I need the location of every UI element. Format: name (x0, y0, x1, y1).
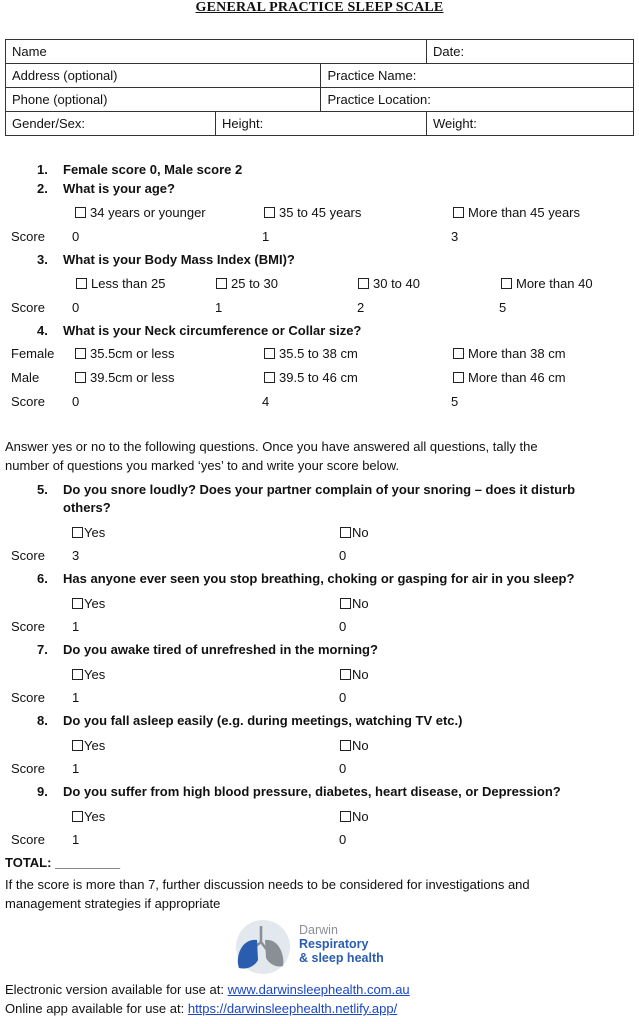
neck-female-option-1[interactable] (75, 346, 175, 361)
score-value: 1 (72, 761, 80, 776)
question-9 (37, 784, 561, 799)
height-field[interactable] (216, 112, 427, 136)
checkbox-icon (75, 207, 86, 218)
checkbox-icon (264, 207, 275, 218)
checkbox-icon (72, 669, 83, 680)
electronic-prefix: Electronic version available for use at: (5, 982, 228, 997)
question-6 (37, 571, 574, 586)
checkbox-icon (453, 348, 464, 359)
phone-label: Phone (optional) (12, 92, 108, 107)
practice-name-field[interactable] (321, 64, 634, 88)
question-text: What is your Body Mass Index (BMI)? (63, 252, 295, 267)
checkbox-icon (75, 348, 86, 359)
age-option-3[interactable] (453, 205, 580, 220)
score-value: 1 (72, 832, 80, 847)
gender-label: Gender/Sex: (12, 116, 85, 131)
total-field[interactable]: TOTAL: _________ (5, 855, 121, 870)
option-label: 35 to 45 years (279, 205, 362, 220)
footnote-line-2: management strategies if appropriate (5, 896, 221, 911)
online-app-line (5, 1001, 397, 1016)
option-label: 25 to 30 (231, 276, 278, 291)
online-prefix: Online app available for use at: (5, 1001, 188, 1016)
question-2 (37, 181, 175, 196)
logo-line-2: Respiratory (299, 937, 369, 951)
bmi-option-1[interactable] (76, 276, 165, 291)
option-label: No (352, 596, 369, 611)
neck-male-option-2[interactable] (264, 370, 358, 385)
question-7 (37, 642, 378, 657)
checkbox-icon (72, 527, 83, 538)
form-title: GENERAL PRACTICE SLEEP SCALE (195, 0, 444, 15)
score-value: 4 (262, 394, 270, 409)
score-value: 0 (339, 619, 347, 634)
checkbox-icon (340, 598, 351, 609)
checkbox-icon (340, 527, 351, 538)
checkbox-icon (340, 811, 351, 822)
score-value: 3 (451, 229, 459, 244)
neck-male-option-3[interactable] (453, 370, 566, 385)
score-value: 1 (72, 690, 80, 705)
score-value: 1 (215, 300, 223, 315)
phone-field[interactable] (6, 88, 321, 112)
option-label: Yes (84, 738, 106, 753)
q7-yes-checkbox[interactable] (72, 667, 105, 682)
patient-info-table (5, 39, 634, 136)
score-value: 0 (339, 761, 347, 776)
bmi-option-4[interactable] (501, 276, 593, 291)
score-label: Score (11, 761, 45, 776)
score-value: 0 (72, 300, 80, 315)
score-value: 1 (262, 229, 270, 244)
question-number: 2. (37, 181, 48, 196)
checkbox-icon (72, 598, 83, 609)
practice-name-label: Practice Name: (327, 68, 417, 83)
option-label: Yes (84, 667, 106, 682)
option-label: Less than 25 (91, 276, 166, 291)
checkbox-icon (76, 278, 87, 289)
question-3 (37, 252, 295, 267)
electronic-version-line (5, 982, 410, 997)
question-8 (37, 713, 462, 728)
checkbox-icon (453, 207, 464, 218)
checkbox-icon (72, 740, 83, 751)
weight-field[interactable] (427, 112, 634, 136)
question-number: 9. (37, 784, 48, 799)
q6-yes-checkbox[interactable] (72, 596, 105, 611)
question-number: 7. (37, 642, 48, 657)
option-label: 34 years or younger (90, 205, 206, 220)
bmi-option-3[interactable] (358, 276, 420, 291)
date-label: Date: (433, 44, 465, 59)
q7-no-checkbox[interactable] (340, 667, 369, 682)
score-value: 5 (499, 300, 507, 315)
name-label: Name (12, 44, 47, 59)
question-1 (37, 162, 242, 177)
option-label: 30 to 40 (373, 276, 420, 291)
option-label: Yes (84, 525, 106, 540)
question-text: What is your Neck circumference or Collar size? (63, 323, 362, 338)
checkbox-icon (340, 669, 351, 680)
instructions-line-2: number of questions you marked ‘yes’ to and write your score below. (5, 458, 400, 473)
checkbox-icon (75, 372, 86, 383)
checkbox-icon (216, 278, 227, 289)
q8-yes-checkbox[interactable] (72, 738, 105, 753)
age-option-1[interactable] (75, 205, 206, 220)
neck-female-option-3[interactable] (453, 346, 566, 361)
question-number: 4. (37, 323, 48, 338)
practice-location-label: Practice Location: (327, 92, 431, 107)
option-label: No (352, 525, 369, 540)
date-field[interactable] (427, 40, 634, 64)
checkbox-icon (501, 278, 512, 289)
question-4 (37, 323, 361, 338)
option-label: More than 46 cm (468, 370, 566, 385)
option-label: No (352, 667, 369, 682)
question-text: Do you awake tired of unrefreshed in the morning? (63, 642, 378, 657)
q5-yes-checkbox[interactable] (72, 525, 105, 540)
weight-label: Weight: (433, 116, 477, 131)
logo-line-3: & sleep health (299, 951, 384, 965)
score-label: Score (11, 619, 45, 634)
question-5-continued: others? (63, 500, 111, 515)
score-value: 0 (72, 229, 80, 244)
option-label: No (352, 809, 369, 824)
option-label: More than 40 (516, 276, 593, 291)
checkbox-icon (72, 811, 83, 822)
neck-male-option-1[interactable] (75, 370, 175, 385)
age-option-2[interactable] (264, 205, 361, 220)
website-link[interactable]: www.darwinsleephealth.com.au (227, 982, 410, 997)
question-5 (37, 482, 575, 497)
question-text: Female score 0, Male score 2 (63, 162, 243, 177)
option-label: Yes (84, 596, 106, 611)
question-number: 1. (37, 162, 48, 177)
option-label: More than 45 years (468, 205, 581, 220)
checkbox-icon (453, 372, 464, 383)
score-value: 2 (357, 300, 365, 315)
female-label: Female (11, 346, 55, 361)
logo-line-1: Darwin (299, 923, 338, 937)
score-label: Score (11, 300, 45, 315)
score-value: 3 (72, 548, 80, 563)
score-label: Score (11, 690, 45, 705)
darwin-respiratory-logo (231, 918, 401, 974)
question-number: 8. (37, 713, 48, 728)
question-number: 6. (37, 571, 48, 586)
q9-yes-checkbox[interactable] (72, 809, 105, 824)
option-label: More than 38 cm (468, 346, 566, 361)
option-label: 35.5 to 38 cm (279, 346, 358, 361)
option-label: Yes (84, 809, 106, 824)
address-label: Address (optional) (12, 68, 118, 83)
option-label: 39.5cm or less (90, 370, 175, 385)
q6-no-checkbox[interactable] (340, 596, 369, 611)
score-value: 0 (339, 690, 347, 705)
height-label: Height: (222, 116, 264, 131)
footnote-line-1: If the score is more than 7, further discussion needs to be considered for investigations and (5, 877, 530, 892)
option-label: 35.5cm or less (90, 346, 175, 361)
bmi-option-2[interactable] (216, 276, 278, 291)
name-field[interactable] (6, 40, 427, 64)
question-text: Do you suffer from high blood pressure, diabetes, heart disease, or Depression? (63, 784, 561, 799)
option-label: 39.5 to 46 cm (279, 370, 358, 385)
q8-no-checkbox[interactable] (340, 738, 369, 753)
checkbox-icon (358, 278, 369, 289)
practice-location-field[interactable] (321, 88, 634, 112)
score-value: 0 (339, 832, 347, 847)
gender-field[interactable] (6, 112, 216, 136)
score-label: Score (11, 548, 45, 563)
instructions-line-1: Answer yes or no to the following questions. Once you have answered all questions, tally the (5, 439, 538, 454)
score-value: 0 (339, 548, 347, 563)
question-number: 5. (37, 482, 48, 497)
question-text: What is your age? (63, 181, 175, 196)
question-text: Do you snore loudly? Does your partner complain of your snoring – does it disturb (63, 482, 576, 497)
checkbox-icon (264, 372, 275, 383)
question-text: Has anyone ever seen you stop breathing, choking or gasping for air in you sleep? (63, 571, 575, 586)
app-link[interactable]: https://darwinsleephealth.netlify.app/ (187, 1001, 398, 1016)
score-label: Score (11, 832, 45, 847)
option-label: No (352, 738, 369, 753)
q9-no-checkbox[interactable] (340, 809, 369, 824)
score-value: 0 (72, 394, 80, 409)
neck-female-option-2[interactable] (264, 346, 358, 361)
question-text: Do you fall asleep easily (e.g. during meetings, watching TV etc.) (63, 713, 463, 728)
checkbox-icon (264, 348, 275, 359)
q5-no-checkbox[interactable] (340, 525, 369, 540)
score-value: 5 (451, 394, 459, 409)
score-value: 1 (72, 619, 80, 634)
score-label: Score (11, 229, 45, 244)
checkbox-icon (340, 740, 351, 751)
score-label: Score (11, 394, 45, 409)
male-label: Male (11, 370, 40, 385)
address-field[interactable] (6, 64, 321, 88)
question-number: 3. (37, 252, 48, 267)
